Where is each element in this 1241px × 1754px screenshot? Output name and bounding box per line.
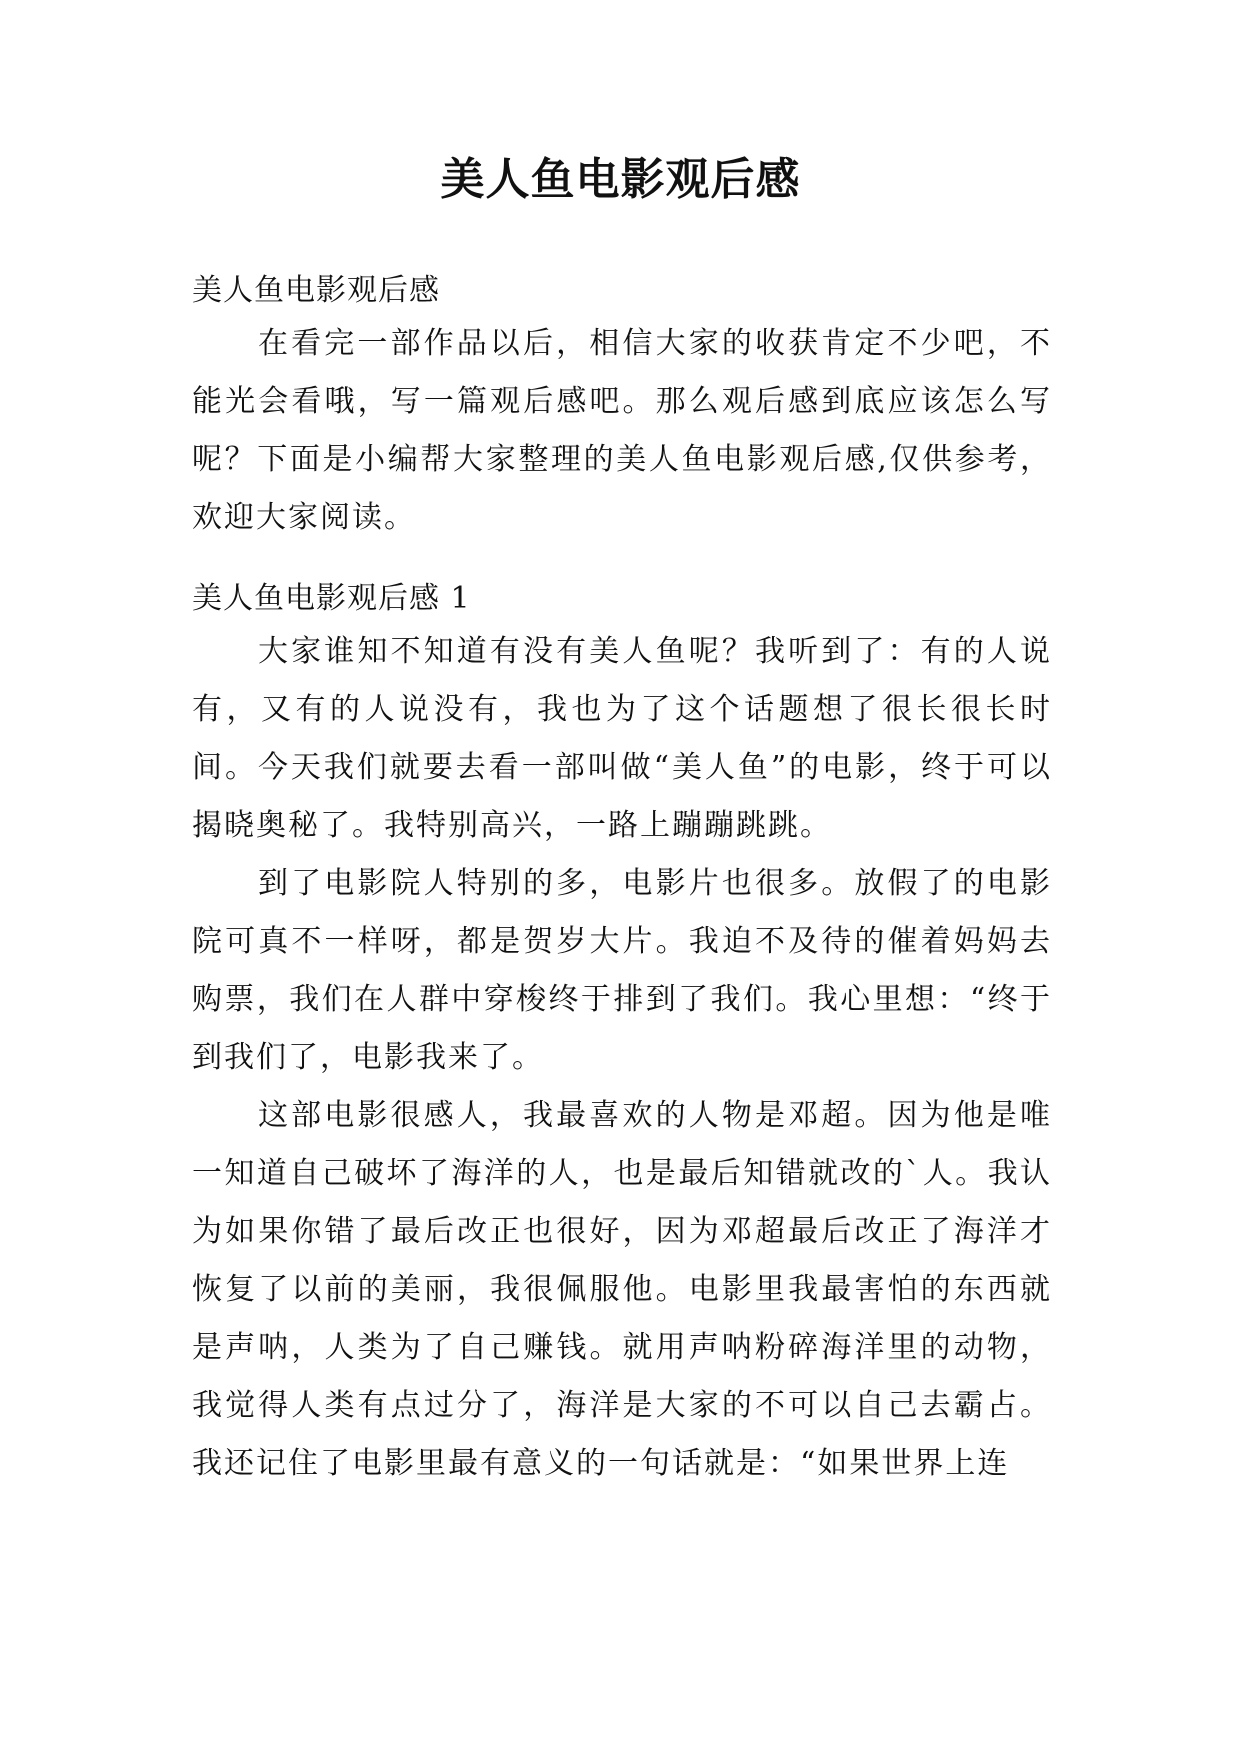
section1-body bbox=[192, 623, 1052, 1493]
intro-section bbox=[192, 315, 1052, 547]
section1-heading: 美人鱼电影观后感 1 bbox=[192, 581, 471, 616]
section1-paragraph-2: 到了电影院人特别的多，电影片也很多。放假了的电影院可真不一样呀，都是贺岁大片。我迫不及待的催着妈妈去购票，我们在人群中穿梭终于排到了我们。我心里想：“终于到我们了，电影我来了。 bbox=[192, 866, 1052, 1075]
intro-heading: 美人鱼电影观后感 bbox=[192, 273, 440, 308]
document-title: 美人鱼电影观后感 bbox=[440, 154, 801, 205]
intro-paragraph: 在看完一部作品以后，相信大家的收获肯定不少吧，不能光会看哦，写一篇观后感吧。那么观后感到底应该怎么写呢？下面是小编帮大家整理的美人鱼电影观后感,仅供参考，欢迎大家阅读。 bbox=[192, 326, 1052, 535]
section1-paragraph-1: 大家谁知不知道有没有美人鱼呢？我听到了：有的人说有，又有的人说没有，我也为了这个话题想了很长很长时间。今天我们就要去看一部叫做“美人鱼”的电影，终于可以揭晓奥秘了。我特别高兴，一路上蹦蹦跳跳。 bbox=[192, 634, 1052, 843]
section1-paragraph-3: 这部电影很感人，我最喜欢的人物是邓超。因为他是唯一知道自己破坏了海洋的人，也是最后知错就改的`人。我认为如果你错了最后改正也很好，因为邓超最后改正了海洋才恢复了以前的美丽，我很佩服他。电影里我最害怕的东西就是声呐，人类为了自己赚钱。就用声呐粉碎海洋里的动物，我觉得人类有点过分了，海洋是大家的不可以自己去霸占。我还记住了电影里最有意义的一句话就是：“如果世界上连 bbox=[192, 1098, 1052, 1481]
